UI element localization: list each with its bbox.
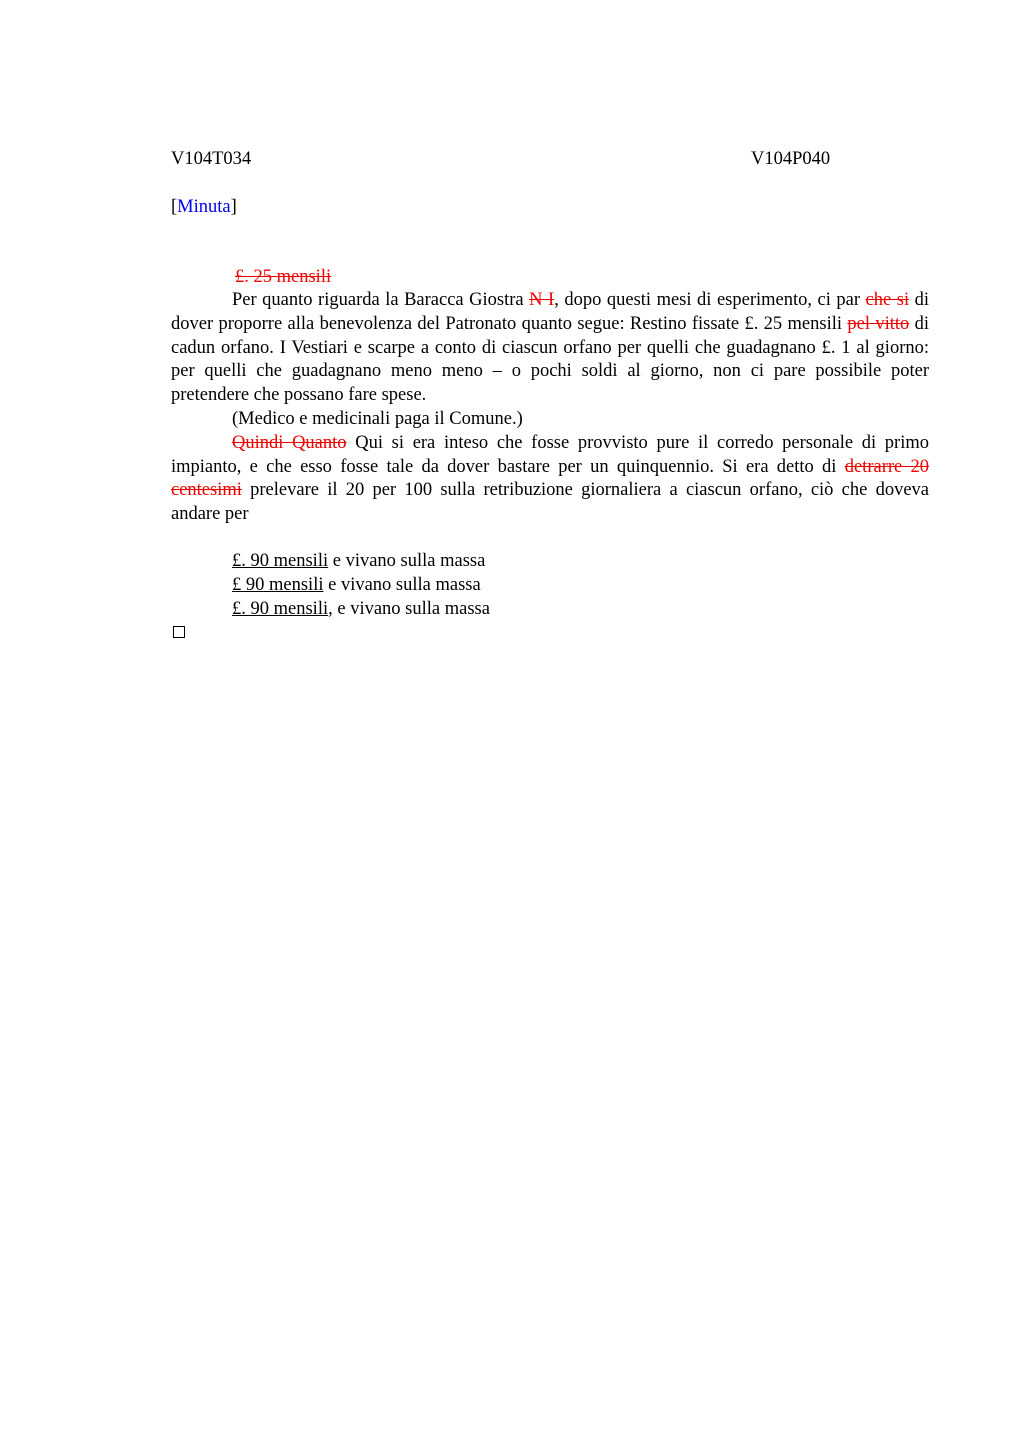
document-code-right: V104P040 [751, 149, 831, 169]
note-line [232, 574, 490, 598]
underlined-amount: £ 90 mensili [232, 574, 324, 595]
document-code-left: V104T034 [171, 149, 252, 169]
open-bracket: [ [171, 197, 178, 217]
underlined-amount: £. 90 mensili [232, 598, 329, 619]
note-rest: e vivano sulla massa [323, 574, 481, 595]
deleted-text: detrarre 20 centesimi [171, 456, 929, 501]
paragraph-medico: (Medico e medicinali paga il Comune.) [232, 408, 523, 429]
paragraph-corredo [171, 432, 929, 527]
paragraph-baracca-giostra [171, 289, 929, 408]
text-run: di dover proporre alla benevolenza del Patronato quanto segue: Restino fissate £. 25 mensili [171, 290, 930, 334]
text-run: prelevare il 20 per 100 sulla retribuzione giornaliera a ciascun orfano, ciò che doveva andare per [171, 480, 929, 525]
note-line [232, 550, 490, 574]
note-rest: e vivano sulla massa [328, 551, 486, 571]
note-rest: , e vivano sulla massa [328, 598, 490, 619]
deleted-text: che si [865, 290, 910, 310]
minuta-text: Minuta [177, 197, 231, 217]
notes-list [232, 550, 490, 621]
marginal-deleted-note: £. 25 mensili [235, 267, 332, 287]
text-run: di cadun orfano. I Vestiari e scarpe a conto di ciascun orfano per quelli che guadagnano £. 1 al giorno: per quelli che guadagnano meno meno – o pochi soldi al giorno, non ci pare possibile poter pretendere che possano fare spese. [171, 313, 930, 406]
minuta-label [171, 195, 237, 219]
empty-square-icon [173, 626, 185, 638]
deleted-text: N I [529, 290, 555, 310]
text-run: , dopo questi mesi di esperimento, ci par [554, 290, 866, 310]
text-run: Qui si era inteso che fosse provvisto pure il corredo personale di primo impianto, e che esso fosse tale da dover bastare per un quinquennio. Si era detto di [171, 432, 929, 477]
text-run: Per quanto riguarda la Baracca Giostra [232, 290, 530, 310]
deleted-text: pel vitto [847, 313, 910, 334]
close-bracket: ] [230, 197, 237, 217]
body-text [171, 289, 929, 527]
note-line [232, 598, 490, 622]
underlined-amount: £. 90 mensili [232, 551, 329, 571]
deleted-text: Quindi Quanto [232, 432, 347, 453]
